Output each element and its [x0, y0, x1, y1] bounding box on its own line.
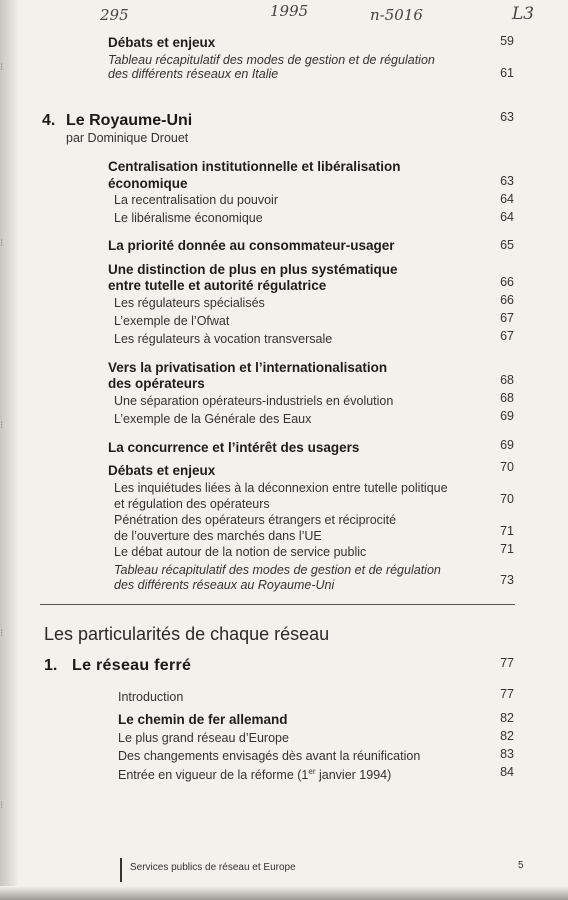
toc-entry-title: Pénétration des opérateurs étrangers et réciprocité: [114, 513, 397, 527]
chapter-title: Le réseau ferré: [72, 657, 192, 674]
toc-entry-title: La recentralisation du pouvoir: [114, 193, 278, 207]
toc-entry-title: La priorité donnée au consommateur-usager: [108, 238, 395, 253]
toc-entry-page: 69: [500, 438, 514, 452]
chapter-title: Le Royaume-Uni: [66, 112, 193, 129]
toc-entry-title: Débats et enjeux: [108, 35, 216, 50]
toc-entry-page: 64: [500, 210, 514, 224]
section-divider: [40, 604, 515, 605]
chapter-number: 4.: [42, 112, 56, 129]
toc-entry-page: 77: [500, 687, 514, 701]
toc-entry-page: 83: [500, 747, 514, 761]
binding-mark: ⁝: [0, 62, 4, 73]
toc-entry-title: Les régulateurs spécialisés: [114, 296, 265, 310]
toc-entry-title: L’exemple de la Générale des Eaux: [114, 412, 312, 426]
toc-entry-page: 71: [500, 524, 514, 538]
toc-entry-page: 82: [500, 729, 514, 743]
toc-entry-title: Entrée en vigueur de la réforme (1er janvier 1994): [118, 767, 392, 783]
toc-entry-page: 65: [500, 238, 514, 252]
superscript: er: [308, 767, 316, 776]
handwritten-note: 295: [100, 6, 129, 24]
binding-mark: ⁝: [0, 800, 4, 811]
toc-entry-title: Le débat autour de la notion de service public: [114, 545, 367, 559]
toc-entry-page: 67: [500, 311, 514, 325]
toc-entry-page: 71: [500, 542, 514, 556]
toc-entry-title: Centralisation institutionnelle et libéralisation: [108, 159, 401, 174]
part-title: Les particularités de chaque réseau: [44, 624, 330, 644]
toc-entry-page: 66: [500, 293, 514, 307]
toc-entry-title: Le plus grand réseau d’Europe: [118, 731, 289, 745]
toc-entry-title: Le chemin de fer allemand: [118, 712, 288, 727]
toc-entry-title: Une séparation opérateurs-industriels en évolution: [114, 394, 394, 408]
toc-entry-page: 63: [500, 174, 514, 188]
toc-entry-page: 70: [500, 492, 514, 506]
toc-entry-page: 68: [500, 373, 514, 387]
toc-entry-title: La concurrence et l’intérêt des usagers: [108, 440, 360, 455]
toc-entry-page: 61: [500, 66, 514, 80]
toc-entry-page: 64: [500, 192, 514, 206]
toc-entry-title-cont: économique: [108, 176, 188, 191]
handwritten-note: n-5016: [370, 6, 423, 24]
binding-mark: ⁝: [0, 238, 4, 249]
page-binding-shadow: [0, 0, 18, 900]
footer-title: Services publics de réseau et Europe: [130, 862, 296, 873]
toc-entry-page: 59: [500, 34, 514, 48]
binding-mark: ⁝: [0, 628, 4, 639]
toc-entry-title-cont: de l’ouverture des marchés dans l’UE: [114, 529, 322, 543]
toc-entry-title: Introduction: [118, 690, 184, 704]
toc-entry-page: 66: [500, 275, 514, 289]
toc-entry-page: 82: [500, 711, 514, 725]
footer-bar: [120, 858, 122, 882]
toc-entry-title: Des changements envisagés dès avant la réunification: [118, 749, 421, 763]
page-bottom-shadow: [0, 886, 568, 900]
handwritten-note: 1995: [270, 2, 309, 20]
toc-entry-title-cont: des différents réseaux en Italie: [108, 67, 279, 81]
toc-entry-title-cont: entre tutelle et autorité régulatrice: [108, 278, 327, 293]
toc-entry-title: Le libéralisme économique: [114, 211, 263, 225]
toc-entry-title-cont: des opérateurs: [108, 376, 205, 391]
binding-mark: ⁝: [0, 420, 4, 431]
footer-page-number: 5: [518, 860, 524, 871]
toc-entry-title: Une distinction de plus en plus systématique: [108, 262, 398, 277]
toc-entry-page: 70: [500, 460, 514, 474]
toc-entry-title: Les régulateurs à vocation transversale: [114, 332, 333, 346]
toc-entry-title: Tableau récapitulatif des modes de gestion et de régulation: [114, 563, 441, 577]
toc-entry-title: L’exemple de l’Ofwat: [114, 314, 230, 328]
toc-entry-title: Les inquiétudes liées à la déconnexion entre tutelle politique: [114, 481, 448, 495]
toc-entry-title-cont: des différents réseaux au Royaume-Uni: [114, 578, 335, 592]
chapter-number: 1.: [44, 657, 58, 674]
toc-entry-title: Tableau récapitulatif des modes de gestion et de régulation: [108, 53, 435, 67]
toc-entry-title-cont: et régulation des opérateurs: [114, 497, 270, 511]
chapter-page: 63: [500, 110, 514, 124]
chapter-page: 77: [500, 656, 514, 670]
toc-entry-page: 84: [500, 765, 514, 779]
toc-entry-title: Vers la privatisation et l’internationalisation: [108, 360, 388, 375]
toc-entry-page: 73: [500, 573, 514, 587]
toc-entry-title: Débats et enjeux: [108, 463, 216, 478]
toc-entry-page: 67: [500, 329, 514, 343]
handwritten-note: L3: [512, 4, 535, 24]
chapter-author: par Dominique Drouet: [66, 131, 189, 145]
toc-entry-page: 69: [500, 409, 514, 423]
toc-entry-page: 68: [500, 391, 514, 405]
